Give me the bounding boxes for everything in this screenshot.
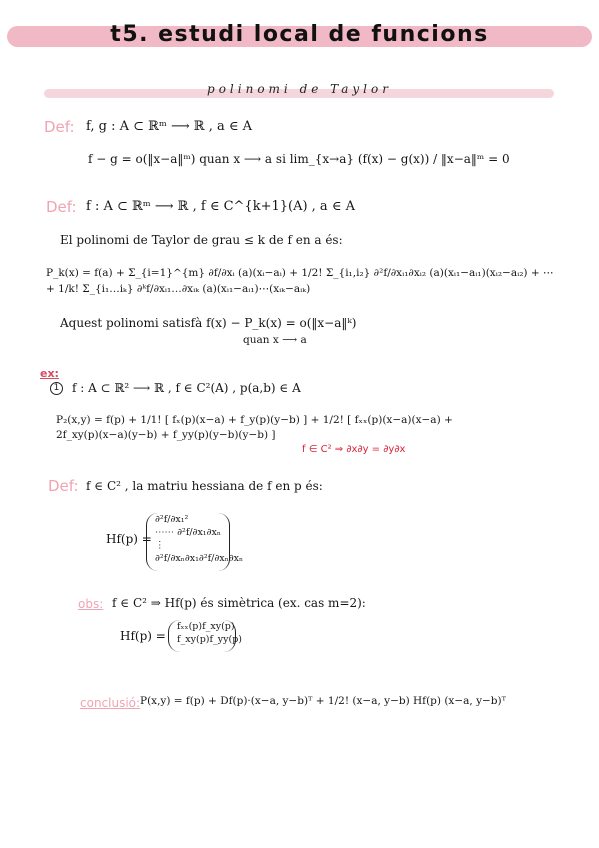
hessian-label: Hf(p) = bbox=[106, 532, 152, 546]
obs-label: obs: bbox=[78, 597, 104, 611]
obs-hessian-label: Hf(p) = bbox=[120, 629, 166, 643]
hessian-entry-11: ∂²f/∂x₁² bbox=[155, 514, 189, 525]
example-line1: f : A ⊂ ℝ² ⟶ ℝ , f ∈ C²(A) , p(a,b) ∈ A bbox=[72, 381, 301, 395]
hessian-matrix bbox=[146, 513, 244, 571]
conclusio-formula: P(x,y) = f(p) + Df(p)·(x−a, y−b)ᵀ + 1/2! (x−a, y−b) Hf(p) (x−a, y−b)ᵀ bbox=[140, 695, 507, 707]
hessian-entry-n1: ∂²f/∂xₙ∂x₁ bbox=[155, 553, 199, 564]
obs-entry-11: fₓₓ(p) bbox=[177, 621, 203, 632]
def-label-2: Def: bbox=[46, 198, 77, 216]
def-label-3: Def: bbox=[48, 477, 79, 495]
hessian-entry-nn: ∂²f/∂xₙ∂xₙ bbox=[198, 553, 244, 564]
obs-entry-22: f_yy(p) bbox=[209, 634, 242, 645]
example-symmetry-note: f ∈ C² ⇒ ∂x∂y = ∂y∂x bbox=[302, 444, 406, 455]
taylor-polynomial-formula: P_k(x) = f(a) + Σ_{i=1}^{m} ∂f/∂xᵢ (a)(xᵢ−aᵢ) + 1/2! Σ_{i₁,i₂} ∂²f/∂xᵢ₁∂xᵢ₂ (a)(xᵢ₁−aᵢ₁)(xᵢ₂−aᵢ₂) + ⋯ + 1/k! Σ_{i₁…iₖ} ∂ᵏf/∂xᵢ₁…∂xᵢₖ (a)(xᵢ₁−aᵢ₁)⋯(xᵢₖ−aᵢₖ) bbox=[46, 267, 554, 295]
obs-line1: f ∈ C² ⇒ Hf(p) és simètrica (ex. cas m=2): bbox=[112, 596, 366, 610]
def2-line1: f : A ⊂ ℝᵐ ⟶ ℝ , f ∈ C^{k+1}(A) , a ∈ A bbox=[86, 199, 355, 214]
page-title: t5. estudi local de funcions bbox=[110, 22, 489, 47]
hessian-row-dots: ⋯⋯ bbox=[155, 527, 174, 538]
def2-line3: Aquest polinomi satisfà f(x) − P_k(x) = o(‖x−a‖ᵏ) bbox=[60, 316, 357, 330]
obs-entry-12: f_xy(p) bbox=[202, 621, 235, 632]
def1-line2: f − g = o(‖x−a‖ᵐ) quan x ⟶ a si lim_{x→a} (f(x) − g(x)) / ‖x−a‖ᵐ = 0 bbox=[88, 152, 510, 166]
def3-line1: f ∈ C² , la matriu hessiana de f en p és: bbox=[86, 479, 323, 493]
example-taylor-formula: P₂(x,y) = f(p) + 1/1! [ fₓ(p)(x−a) + f_y(p)(y−b) ] + 1/2! [ fₓₓ(p)(x−a)(x−a) + 2f_xy(p)(x−a)(y−b) + f_yy(p)(y−b)(y−b) ] bbox=[56, 414, 453, 441]
obs-entry-21: f_xy(p) bbox=[177, 634, 210, 645]
def2-line2: El polinomi de Taylor de grau ≤ k de f en a és: bbox=[60, 233, 343, 247]
section-subtitle: polinomi de Taylor bbox=[207, 82, 392, 96]
example-label: ex: bbox=[40, 367, 59, 380]
def-label-1: Def: bbox=[44, 118, 75, 136]
hessian-entry-1n: ∂²f/∂x₁∂xₙ bbox=[177, 527, 221, 538]
def2-line4: quan x ⟶ a bbox=[243, 334, 307, 346]
hessian-vdots: ⋮ bbox=[155, 540, 165, 551]
obs-hessian-matrix bbox=[168, 620, 242, 652]
conclusio-label: conclusió: bbox=[80, 696, 141, 710]
def1-line1: f, g : A ⊂ ℝᵐ ⟶ ℝ , a ∈ A bbox=[86, 119, 253, 134]
example-number-circle: 1 bbox=[50, 382, 63, 395]
